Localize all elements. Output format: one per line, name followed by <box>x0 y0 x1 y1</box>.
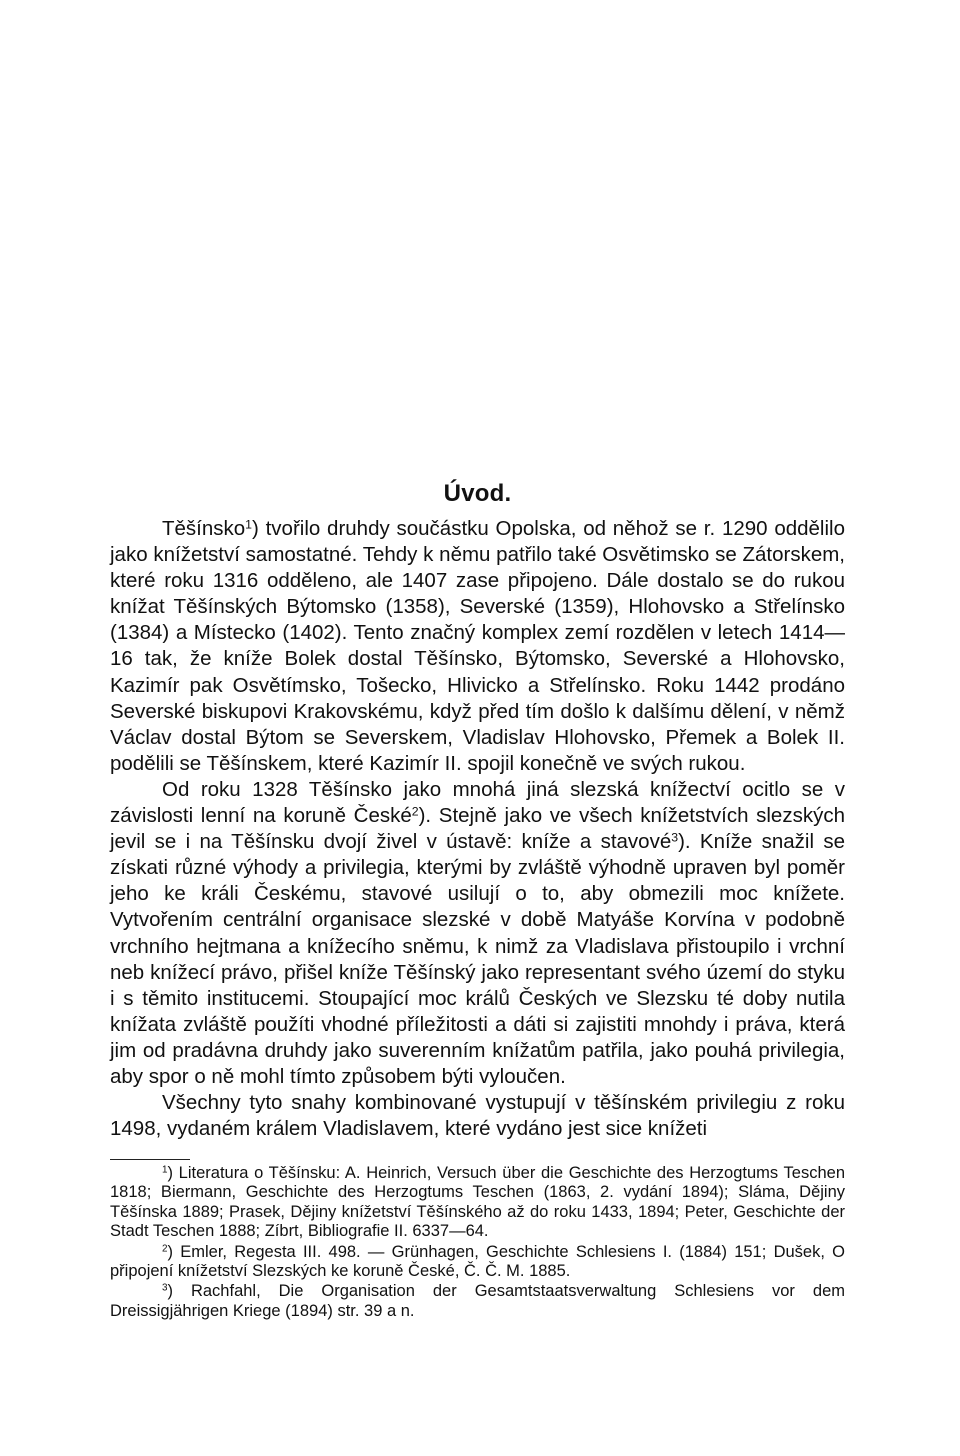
footnote-text: ) Emler, Regesta III. 498. — Grünhagen, Geschichte Schlesiens I. (1884) 151; Dušek, O připojení knížetství Slezských ke koruně České, Č. Č. M. 1885. <box>110 1242 845 1281</box>
footnote-divider <box>110 1159 190 1160</box>
footnote-marker: 2 <box>162 1243 168 1255</box>
footnote <box>110 1243 845 1282</box>
footnote <box>110 1282 845 1321</box>
body-text <box>110 516 845 1142</box>
text-run: Od roku 1328 Těšínsko jako mnohá jiná slezská knížectví ocitlo se v závislosti lenní na koruně České <box>110 777 845 828</box>
footnote <box>110 1164 845 1242</box>
paragraph <box>110 777 845 1090</box>
book-page <box>110 0 845 1456</box>
text-run: ). Kníže snažil se získati různé výhody a privilegia, kterými by zvláště výhodně upraven byl poměr jeho ke králi Českému, stavové usilují o to, aby obmezili moc knížete. Vytvořením centrální organisace slezské v době Matyáše Korvína v podobně vrchního hejtmana a knížecího sněmu, k nimž za Vladislava přistoupilo i vrchní neb knížecí právo, přišel kníže Těšínský jako representant svého území do styku i s těmito institucemi. Stoupající moc králů Českých ve Slezsku té doby nutila knížata zvláště použíti vhodné příležitosti a dáti si zajistiti mnohdy i práva, která jim od pradávna druhdy jako suverenním knížatům patřila, jako pouhá privilegia, aby spor o ně mohl tímto způsobem býti vyloučen. <box>110 830 845 1088</box>
text-run: ) tvořilo druhdy součástku Opolska, od něhož se r. 1290 oddělilo jako knížetství samostatné. Tehdy k němu patřilo také Osvětimsko se Zátorskem, které roku 1316 odděleno, ale 1407 zase připojeno. Dále dostalo se do rukou knížat Těšínských Býtomsko (1358), Severské (1359), Hlohovsko a Střelínsko (1384) a Místecko (1402). Tento značný komplex zemí rozdělen v letech 1414—16 tak, že kníže Bolek dostal Těšínsko, Býtomsko, Severské a Hlohovsko, Kazimír pak Osvětímsko, Tošecko, Hlivicko a Střelínsko. Roku 1442 prodáno Severské biskupovi Krakovskému, když před tím došlo k dalšímu dělení, v němž Václav dostal Býtom se Severskem, Vladislav Hlohovsko, Přemek a Bolek II. podělili se Těšínskem, které Kazimír II. spojil konečně ve svých rukou. <box>110 517 845 775</box>
paragraph <box>110 1090 845 1142</box>
text-run: Všechny tyto snahy kombinované vystupují v těšínském privilegiu z roku 1498, vydaném králem Vladislavem, které vydáno jest sice knížeti <box>110 1091 845 1141</box>
footnote-marker: 1 <box>162 1164 168 1176</box>
footnotes <box>110 1164 845 1322</box>
text-run: ). Stejně jako ve všech knížetstvích slezských jevil se i na Těšínsku dvojí živel v ústavě: kníže a stavové <box>110 804 845 854</box>
footnote-marker: 3 <box>162 1283 168 1294</box>
footnote-text: ) Literatura o Těšínsku: A. Heinrich, Versuch über die Geschichte des Herzogtums Teschen 1818; Biermann, Geschichte des Herzogtums Teschen (1863, 2. vydání 1894); Sláma, Dějiny Těšínska 1889; Prasek, Dějiny knížetství Těšínského až do roku 1433, 1894; Peter, Geschichte der Stadt Teschen 1888; Zíbrt, Bibliografie II. 6337—64. <box>110 1164 845 1241</box>
footnote-text: ) Rachfahl, Die Organisation der Gesamtstaatsverwaltung Schlesiens vor dem Dreissigjährigen Kriege (1894) str. 39 a n. <box>110 1282 845 1320</box>
paragraph <box>110 516 845 777</box>
chapter-title: Úvod. <box>443 480 512 508</box>
footnote-ref: 2 <box>411 804 419 819</box>
footnote-ref: 1 <box>245 517 253 532</box>
footnote-ref: 3 <box>671 830 679 845</box>
text-run: Těšínsko <box>162 517 246 540</box>
